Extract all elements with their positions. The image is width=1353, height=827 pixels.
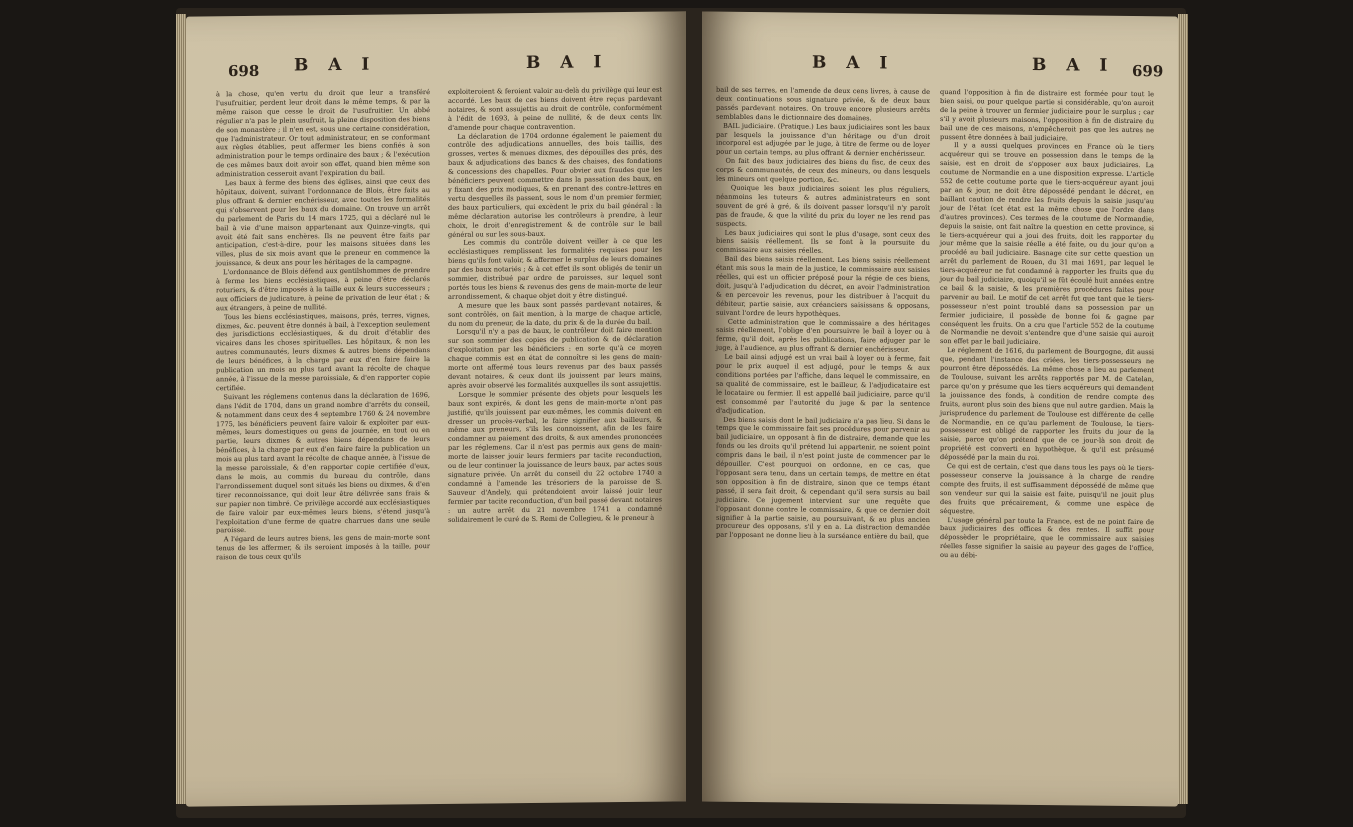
left-running-head-b: B A I [526,52,609,74]
right-page-edges [1178,14,1188,804]
left-running-head-a: B A I [294,54,377,76]
right-page-number: 699 [1132,62,1164,81]
right-page [702,12,1178,807]
left-page-edges [176,14,186,804]
left-column-a: à la chose, qu'en vertu du droit que leur a transféré l'usufruitier, perdent leur droit dans le même temps, & par la même raison que cesse le droit de l'usufruitier. Un abbé régulier n'a pas le plein usufruit, la pleine disposition des biens de son monastère ; il n'en est, sous une certaine considération, que l'administrateur. Or tout administrateur, en se conformant aux règles établies, peut affermer les biens confiés à son administration pour le temps ordinaire des baux ; & l'exécution de ces mêmes baux doit avoir son effet, quand bien même son administration cesseroit avant l'expiration du bail. Les baux à ferme des biens des églises, ainsi que ceux des hôpitaux, doivent, suivant l'ordonnance de Blois, être faits au plus offrant & dernier enchérisseur, avec toutes les formalités qui s'observent pour les baux du domaine. On trouve un arrêt du parlement de Paris du 14 mars 1725, qui a déclaré nul le bail à vie d'une maison appartenant aux Quinze-vingts, qui avoit été fait sans enchères. Ils ne peuvent être faits par anticipation, c'est-à-dire, pour les maisons situées dans les villes, plus de six mois avant que le preneur en commence la jouissance, & deux ans pour les héritages de la campagne. L'ordonnance de Blois défend aux gentilshommes de prendre à ferme les biens ecclésiastiques, à peine d'être déclarés roturiers, & d'être imposés à la taille eux & leurs successeurs ; aux officiers de judicature, à peine de privation de leur état ; & aux étrangers, à peine de nullité. Tous les biens ecclésiastiques, maisons, prés, terres, vignes, dixmes, &c. peuvent être donnés à bail, à l'exception seulement des jurisdictions ecclésiastiques, & du droit d'établir des vicaires dans les choses spirituelles. Les hôpitaux, & non les autres communautés, leurs dixmes & autres biens dépendans de leurs bénéfices, à la charge par eux d'en faire faire la publication un mois au plus tard avant la récolte de chaque année, à l'issue de la messe paroissiale, & d'en rapporter copie certifiée. Suivant les réglemens contenus dans la déclaration de 1696, dans l'édit de 1704, dans un grand nombre d'arrêts du conseil, & notamment dans ceux des 4 septembre 1760 & 24 novembre 1775, les bénéficiers peuvent faire valoir & exploiter par eux-mêmes, leurs domestiques ou gens de journée, en tout ou en partie, leurs dixmes & autres biens dépendans de leurs bénéfices, à la charge par eux d'en faire faire la publication un mois au plus tard avant la récolte de chaque année, à l'issue de la messe paroissiale, & d'en rapporter copie certifiée d'eux, dans le mois, au commis du bureau du contrôle, dans l'arrondissement duquel sont situés les biens ou dixmes, & d'en tirer reconnoissance, qui doit leur être délivrée sans frais & sur papier non timbré. Ce privilège accordé aux ecclésiastiques de faire valoir par eux-mêmes leurs biens, s'étend jusqu'à l'exploitation d'une ferme de quatre charrues dans une seule paroisse. A l'égard de leurs autres biens, les gens de main-morte sont tenus de les affermer, & ils seroient imposés à la taille, pour raison de tous ceux qu'ils [216,88,430,562]
right-column-a: bail de ses terres, en l'amende de deux cens livres, à cause de deux continuations sous signature privée, & de deux baux passés pardevant notaires. On trouve encore plusieurs arrêts semblables dans le dictionnaire des domaines. BAIL judiciaire. (Pratique.) Les baux judiciaires sont les baux par lesquels la jouissance d'un héritage ou d'un droit incorporel est adjugée par le juge, à titre de ferme ou de loyer pour un certain temps, au plus offrant & dernier enchérisseur. On fait des baux judiciaires des biens du fisc, de ceux des corps & communautés, de ceux des mineurs, ou dans lesquels les mineurs ont quelque portion, &c. Quoique les baux judiciaires soient les plus réguliers, néanmoins les tuteurs & autres administrateurs en sont souvent de gré à gré, & ils doivent passer lorsqu'il n'y paroît pas de fraude, & que la vilité du prix du loyer ne les rend pas suspects. Les baux judiciaires qui sont le plus d'usage, sont ceux des biens saisis réellement. Ils se font à la poursuite du commissaire aux saisies réelles. Bail des biens saisis réellement. Les biens saisis réellement étant mis sous la main de la justice, le commissaire aux saisies réelles, qui est un officier préposé pour la régie de ces biens, doit, jusqu'à l'adjudication du décret, en avoir l'administration & en percevoir les revenus, pour les distribuer à l'acquit du débiteur, partie saisie, aux créanciers saisissans & opposans, suivant l'ordre de leurs hypothèques. Cette administration que le commissaire a des héritages saisis réellement, l'oblige d'en poursuivre le bail à loyer ou à ferme, qu'il doit, après les publications, faire adjuger par le juge, à l'audience, au plus offrant & dernier enchérisseur. Le bail ainsi adjugé est un vrai bail à loyer ou à ferme, fait pour le prix auquel il est adjugé, pour le temps & aux conditions portées par l'affiche, dans lequel le commissaire, en sa qualité de commissaire, est le bailleur, & l'adjudicataire est le locataire ou fermier. Il est appellé bail judiciaire, parce qu'il est consommé par l'autorité du juge & par la sentence d'adjudication. Des biens saisis dont le bail judiciaire n'a pas lieu. Si dans le temps que le commissaire fait ses procédures pour parvenir au bail judiciaire, un opposant à fin de distraire, demande que les fonds ou les droits qu'il prétend lui appartenir, ne soient point compris dans le bail, il n'est point juste de commencer par le dépouiller. C'est pourquoi on ordonne, en ce cas, que l'opposant sera tenu, dans un certain temps, de mettre en état son opposition à fin de distraire, sinon que ce temps étant passé, il sera fait droit, & cependant qu'il sera sursis au bail judiciaire. Ce jugement intervient sur une requête que l'opposant donne contre le commissaire, & que ce dernier doit signifier à la partie saisie, au poursuivant, & au plus ancien procureur des opposans, s'il y en a. La distraction demandée par l'opposant ne donne lieu à la surséance entière du bail, que [716,85,931,542]
right-column-b: quand l'opposition à fin de distraire est formée pour tout le bien saisi, ou pour quelque partie si considérable, qu'on auroit de la peine à trouver un fermier judiciaire pour le surplus ; car s'il y avoit plusieurs maisons, l'opposition à fin de distraire du bail une de ces maisons, n'empêcheroit pas que les autres ne pussent être données à bail judiciaire. Il y a aussi quelques provinces en France où le tiers acquéreur qui se trouve en possession dans le temps de la saisie, est en droit de s'opposer aux baux judiciaires. La coutume de Normandie en a une disposition expresse. L'article 552 de cette coutume porte que le tiers-acquéreur ayant joui par an & jour, ne doit être dépossédé pendant le décret, en baillant caution de rendre les fruits depuis la saisie jusqu'au jour de l'état (cet état est la même chose que l'ordre dans d'autres provinces). Ces termes de la coutume de Normandie, depuis la saisie, ont fait naître la question en cette province, si le tiers-acquéreur qui a joui des fruits, doit les rapporter du jour même que la saisie réelle a été faite, ou du jour qu'on a procédé au bail judiciaire. Basnage cite sur cette question un arrêt du parlement de Rouen, du 31 mai 1691, par lequel le tiers-acquéreur ne fut condamné à rapporter les fruits que du jour du bail judiciaire, quoiqu'il se fût écoulé huit années entre ce bail & la saisie, & les premières procédures faites pour parvenir au bail. Le motif de cet arrêt fut que tant que le tiers-possesseur n'est point troublé dans sa possession par un fermier judiciaire, il possède de bonne foi & gagne par conséquent les fruits. On a cru que l'article 552 de la coutume de Normandie ne devoit s'entendre que d'une saisie qui auroit son effet par le bail judiciaire. Le réglement de 1616, du parlement de Bourgogne, dit aussi que, pendant l'instance des criées, les tiers-possesseurs ne pourront être dépossédés. La même chose a lieu au parlement de Toulouse, suivant les arrêts rapportés par M. de Catelan, parce qu'on y présume que les tiers acquéreurs qui demandent la jouissance des fonds, à condition de rendre compte des fruits, auront plus soin des biens que nul autre gardien. Mais la jurisprudence du parlement de Toulouse est différente de celle de Normandie, en ce qu'au parlement de Toulouse, le tiers-possesseur est obligé de rapporter les fruits du jour de la saisie, parce qu'on prétend que de ce jour-là son droit de propriété est converti en hypothèque, & qu'il est présumé dépossédé par la main du roi. Ce qui est de certain, c'est que dans tous les pays où le tiers-possesseur conserve la jouissance à la charge de rendre compte des fruits, il est suffisamment dépossédé de même que son vendeur sur qui la saisie est faite, puisqu'il ne jouit plus des fruits que précairement, & comme une espèce de séquestre. L'usage général par toute la France, est de ne point faire de baux judiciaires des offices & des rentes. Il suffit pour dépossèder le propriétaire, que le commissaire aux saisies réelles fasse signifier la saisie au payeur des gages de l'office, ou au débi- [940,88,1155,560]
left-page-number: 698 [228,61,260,81]
right-running-head-b: B A I [1032,54,1115,76]
left-page [186,11,686,806]
left-column-b: exploiteroient & feroient valoir au-delà du privilège qui leur est accordé. Les baux de ces biens doivent être reçus pardevant notaires, & sont assujettis au droit de contrôle, conformément à l'édit de 1693, à peine de nullité, & de deux cents liv. d'amende pour chaque contravention. La déclaration de 1704 ordonne également le paiement du contrôle des adjudications annuelles, des bois taillis, des grosses, vertes & menues dixmes, des dépouilles des prés, des baux & adjudications des bancs & des chaises, des fondations & concessions des chapelles. Pour obvier aux fraudes que les bénéficiers peuvent commettre dans la passation des baux, en y fixant des prix modiques, & en prenant des contre-lettres en vertu desquelles ils passent, sous le nom d'un premier fermier, des baux particuliers, qui excèdent le prix du bail général : la même déclaration autorise les contrôleurs à prendre, à leur choix, le droit d'enregistrement & de contrôle sur le bail général ou sur les sous-baux. Les commis du contrôle doivent veiller à ce que les ecclésiastiques remplissent les formalités requises pour les biens qu'ils font valoir, & affermer le surplus de leurs domaines par des baux notariés ; & à cet effet ils sont obligés de tenir un sommier, distribué par ordre de paroisses, sur lequel sont portés tous les biens & revenus des gens de main-morte de leur arrondissement, & chaque objet doit y être distingué. A mesure que les baux sont passés pardevant notaires, & sont contrôlés, on fait mention, à la marge de chaque article, du nom du preneur, de la date, du prix & de la durée du bail. Lorsqu'il n'y a pas de baux, le contrôleur doit faire mention sur son sommier des copies de publication & de déclaration d'exploitation par les bénéficiers : en sorte qu'à ce moyen chaque commis est en état de connoître si les gens de main-morte ont affermé tous leurs revenus par des baux passés devant notaires, & ceux dont ils jouissent par leurs mains, après avoir observé les formalités auxquelles ils sont assujettis. Lorsque le sommier présente des objets pour lesquels les baux sont expirés, & dont les gens de main-morte n'ont pas justifié, qu'ils jouissent par eux-mêmes, les commis doivent en dresser un procès-verbal, le faire signifier aux bailleurs, & même aux preneurs, s'ils les connoissent, afin de les faire condamner au paiement des droits, & aux amendes prononcées par les réglemens. Car il n'est pas permis aux gens de main-morte de laisser jouir leurs fermiers par tacite reconduction, ou de leur continuer la jouissance de leurs baux, par actes sous signature privée. Un arrêt du conseil du 22 octobre 1740 a condamné à l'amende les trésoriers de la paroisse de S. Sauveur d'Andely, qui prétendoient avoir laissé jouir leur fermier par tacite reconduction, d'un bail passé devant notaires : un autre arrêt du 21 novembre 1741 a condamné solidairement le curé de S. Remi de Collegieu, & le preneur à [448,85,663,524]
right-running-head-a: B A I [812,52,895,74]
